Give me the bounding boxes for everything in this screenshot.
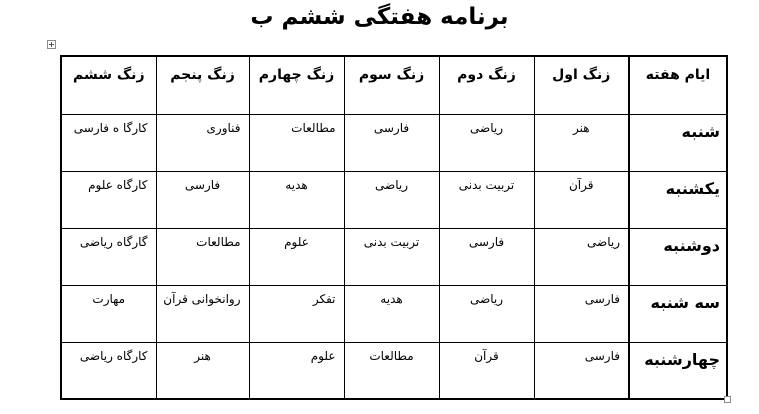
table-row (61, 228, 727, 285)
header-cell-period-1: زنگ اول (534, 56, 629, 114)
table-cell: قرآن (439, 342, 534, 399)
table-resize-handle-icon[interactable] (724, 396, 731, 403)
table-cell: ریاضی (439, 114, 534, 171)
table-cell: ریاضی (534, 228, 629, 285)
table-row (61, 171, 727, 228)
table-cell: علوم (249, 342, 344, 399)
table-row (61, 342, 727, 399)
table-cell: ریاضی (344, 171, 439, 228)
day-cell: چهارشنبه (629, 342, 727, 399)
table-cell: هدیه (249, 171, 344, 228)
header-cell-period-2: زنگ دوم (439, 56, 534, 114)
table-row (61, 114, 727, 171)
table-cell: هدیه (344, 285, 439, 342)
header-row (61, 56, 727, 114)
table-cell: فارسی (156, 171, 249, 228)
table-move-handle-icon[interactable] (47, 40, 56, 49)
table-cell: تربیت بدنی (344, 228, 439, 285)
table-cell: هنر (534, 114, 629, 171)
header-cell-period-5: زنگ پنجم (156, 56, 249, 114)
table-cell: فارسی (534, 285, 629, 342)
day-cell: دوشنبه (629, 228, 727, 285)
table-cell: مطالعات (249, 114, 344, 171)
table-cell: کارگاه ریاضی (61, 342, 156, 399)
table-cell: مطالعات (344, 342, 439, 399)
table-cell: هنر (156, 342, 249, 399)
table-cell: مهارت (61, 285, 156, 342)
page-title: برنامه هفتگی ششم ب (250, 4, 509, 30)
table-cell: کارگاه علوم (61, 171, 156, 228)
table-cell: فارسی (439, 228, 534, 285)
table-row (61, 285, 727, 342)
table-cell: قرآن (534, 171, 629, 228)
table-cell: فناوری (156, 114, 249, 171)
header-cell-period-3: زنگ سوم (344, 56, 439, 114)
day-cell: سه شنبه (629, 285, 727, 342)
day-cell: یکشنبه (629, 171, 727, 228)
header-cell-period-4: زنگ چهارم (249, 56, 344, 114)
table-cell: ریاضی (439, 285, 534, 342)
day-cell: شنبه (629, 114, 727, 171)
table-cell: مطالعات (156, 228, 249, 285)
header-cell-days: ایام هفته (629, 56, 727, 114)
table-cell: گارگاه ریاضی (61, 228, 156, 285)
table-cell: علوم (249, 228, 344, 285)
table-cell: فارسی (344, 114, 439, 171)
table-cell: کارگا ه فارسی (61, 114, 156, 171)
table-cell: تفکر (249, 285, 344, 342)
weekly-schedule-table (60, 55, 728, 400)
table-cell: روانخوانی قرآن (156, 285, 249, 342)
table-cell: فارسی (534, 342, 629, 399)
header-cell-period-6: زنگ ششم (61, 56, 156, 114)
table-cell: تربیت بدنی (439, 171, 534, 228)
